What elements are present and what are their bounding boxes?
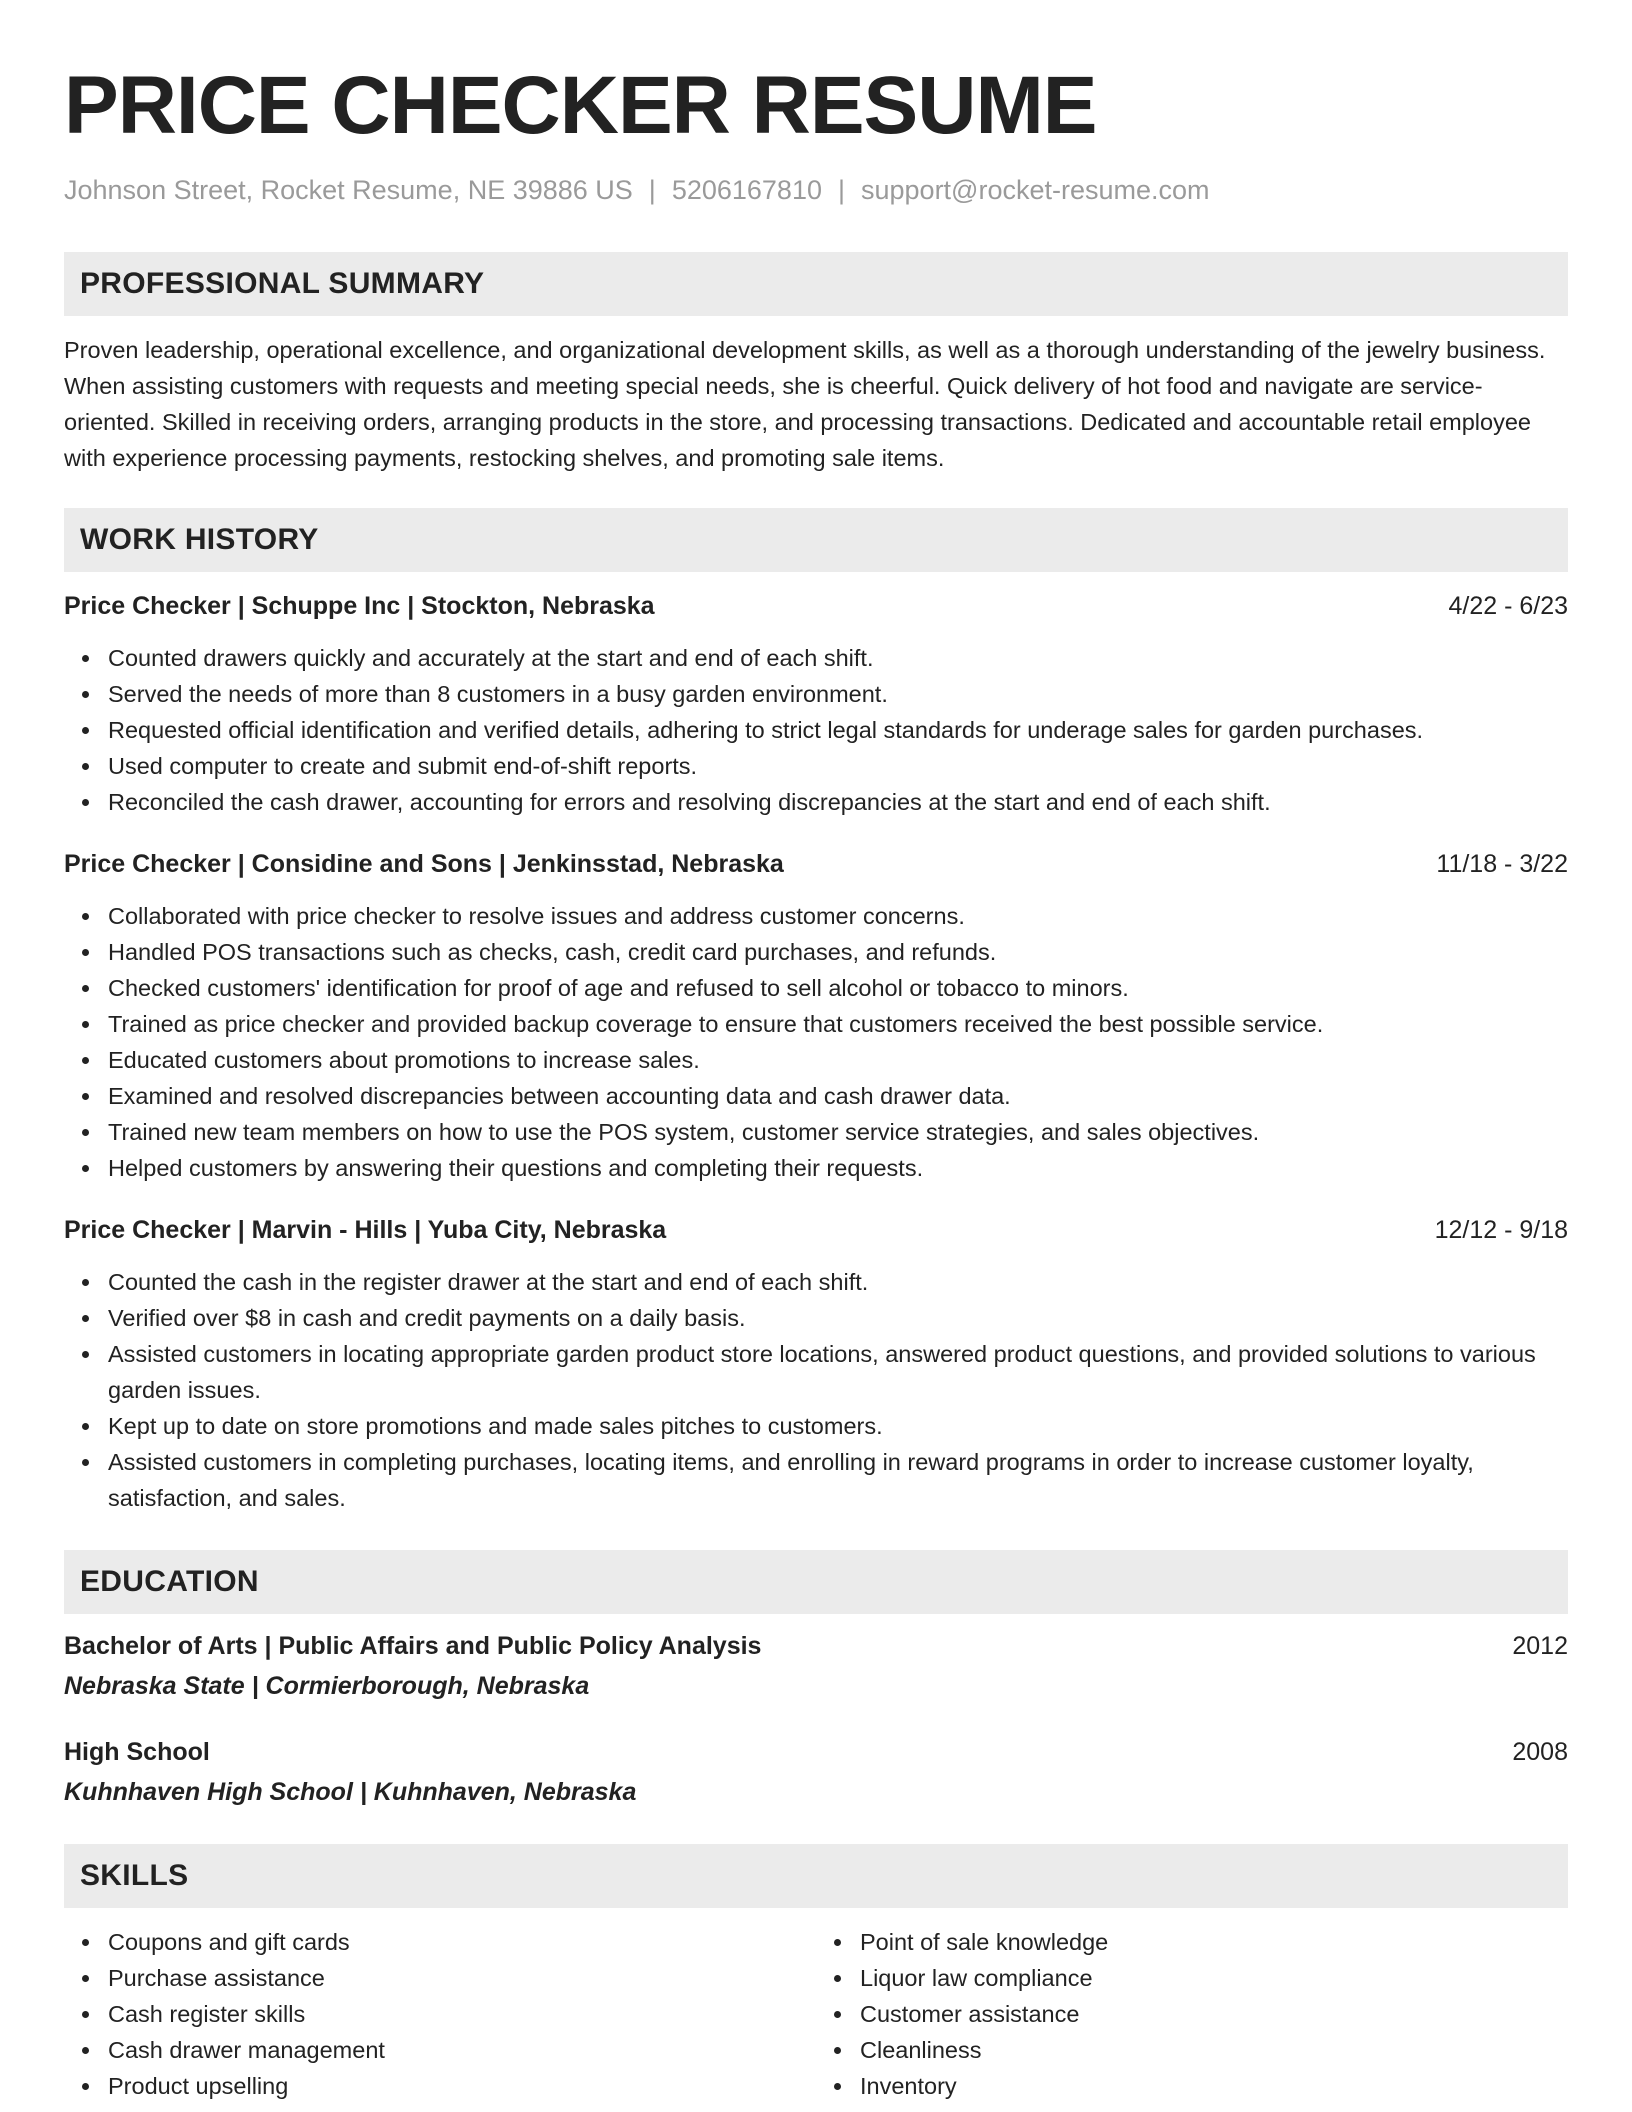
job-entry: [64, 588, 1568, 820]
contact-line: [64, 172, 1568, 208]
education-degree: Bachelor of Arts | Public Affairs and Public Policy Analysis: [64, 1632, 762, 1660]
list-item: Inventory: [860, 2068, 1568, 2104]
list-item: Collaborated with price checker to resolve issues and address customer concerns.: [108, 898, 1568, 934]
job-dates: 12/12 - 9/18: [1434, 1216, 1568, 1244]
education-header: [64, 1628, 1568, 1664]
list-item: Coupons and gift cards: [108, 1924, 816, 1960]
section-header-skills: [64, 1844, 1568, 1908]
education-school: Kuhnhaven High School | Kuhnhaven, Nebraska: [64, 1778, 637, 1806]
section-title: EDUCATION: [80, 1565, 259, 1598]
education-year: 2012: [1512, 1632, 1568, 1660]
list-item: Cleanliness: [860, 2032, 1568, 2068]
list-item: Product upselling: [108, 2068, 816, 2104]
list-item: Examined and resolved discrepancies between accounting data and cash drawer data.: [108, 1078, 1568, 1114]
section-title: PROFESSIONAL SUMMARY: [80, 267, 485, 300]
job-dates: 11/18 - 3/22: [1436, 850, 1568, 878]
education-year: 2008: [1512, 1738, 1568, 1766]
skills-column-right: [816, 1924, 1568, 2104]
job-title: Price Checker | Schuppe Inc | Stockton, Nebraska: [64, 592, 655, 620]
list-item: Counted the cash in the register drawer at the start and end of each shift.: [108, 1264, 1568, 1300]
section-header-summary: [64, 252, 1568, 316]
list-item: Point of sale knowledge: [860, 1924, 1568, 1960]
list-item: Trained new team members on how to use the POS system, customer service strategies, and sales objectives.: [108, 1114, 1568, 1150]
list-item: Cash register skills: [108, 1996, 816, 2032]
list-item: Requested official identification and verified details, adhering to strict legal standards for underage sales for garden purchases.: [108, 712, 1568, 748]
job-duties: [64, 640, 1568, 820]
list-item: Used computer to create and submit end-of-shift reports.: [108, 748, 1568, 784]
section-header-work-history: [64, 508, 1568, 572]
list-item: Counted drawers quickly and accurately at the start and end of each shift.: [108, 640, 1568, 676]
list-item: Reconciled the cash drawer, accounting for errors and resolving discrepancies at the start and end of each shift.: [108, 784, 1568, 820]
contact-separator: |: [837, 175, 845, 205]
list-item: Kept up to date on store promotions and made sales pitches to customers.: [108, 1408, 1568, 1444]
education-entry: [64, 1628, 1568, 1704]
resume-page: [64, 56, 1568, 2104]
job-dates: 4/22 - 6/23: [1448, 592, 1568, 620]
job-duties: [64, 1264, 1568, 1516]
list-item: Assisted customers in completing purchases, locating items, and enrolling in reward programs in order to increase customer loyalty, satisfaction, and sales.: [108, 1444, 1568, 1516]
list-item: Handled POS transactions such as checks, cash, credit card purchases, and refunds.: [108, 934, 1568, 970]
education-header: [64, 1734, 1568, 1770]
section-title: WORK HISTORY: [80, 523, 319, 556]
list-item: Assisted customers in locating appropriate garden product store locations, answered product questions, and provided solutions to various garden issues.: [108, 1336, 1568, 1408]
list-item: Purchase assistance: [108, 1960, 816, 1996]
job-header: [64, 588, 1568, 624]
list-item: Customer assistance: [860, 1996, 1568, 2032]
contact-phone: 5206167810: [671, 175, 822, 205]
job-duties: [64, 898, 1568, 1186]
list-item: Verified over $8 in cash and credit payments on a daily basis.: [108, 1300, 1568, 1336]
section-title: SKILLS: [80, 1859, 189, 1892]
list-item: Educated customers about promotions to increase sales.: [108, 1042, 1568, 1078]
education-school: Nebraska State | Cormierborough, Nebraska: [64, 1672, 590, 1700]
job-entry: [64, 846, 1568, 1186]
resume-title: PRICE CHECKER RESUME: [64, 60, 1097, 151]
contact-separator: |: [648, 175, 656, 205]
list-item: Liquor law compliance: [860, 1960, 1568, 1996]
list-item: Helped customers by answering their questions and completing their requests.: [108, 1150, 1568, 1186]
list-item: Served the needs of more than 8 customers in a busy garden environment.: [108, 676, 1568, 712]
job-entry: [64, 1212, 1568, 1516]
section-header-education: [64, 1550, 1568, 1614]
list-item: Trained as price checker and provided backup coverage to ensure that customers received the best possible service.: [108, 1006, 1568, 1042]
summary-text: Proven leadership, operational excellence, and organizational development skills, as well as a thorough understanding of the jewelry business. When assisting customers with requests and meeting special needs, she is cheerful. Quick delivery of hot food and navigate are service-oriented. Skilled in receiving orders, arranging products in the store, and processing transactions. Dedicated and accountable retail employee with experience processing payments, restocking shelves, and promoting sale items.: [64, 337, 1546, 471]
skills-column-left: [64, 1924, 816, 2104]
contact-address: Johnson Street, Rocket Resume, NE 39886 US: [64, 175, 633, 205]
list-item: Cash drawer management: [108, 2032, 816, 2068]
list-item: Checked customers' identification for proof of age and refused to sell alcohol or tobacco to minors.: [108, 970, 1568, 1006]
job-title: Price Checker | Marvin - Hills | Yuba City, Nebraska: [64, 1216, 667, 1244]
skills-list: [64, 1924, 1568, 2104]
job-header: [64, 846, 1568, 882]
job-header: [64, 1212, 1568, 1248]
job-title: Price Checker | Considine and Sons | Jenkinsstad, Nebraska: [64, 850, 784, 878]
education-entry: [64, 1734, 1568, 1810]
education-degree: High School: [64, 1738, 210, 1766]
contact-email: support@rocket-resume.com: [861, 175, 1210, 205]
